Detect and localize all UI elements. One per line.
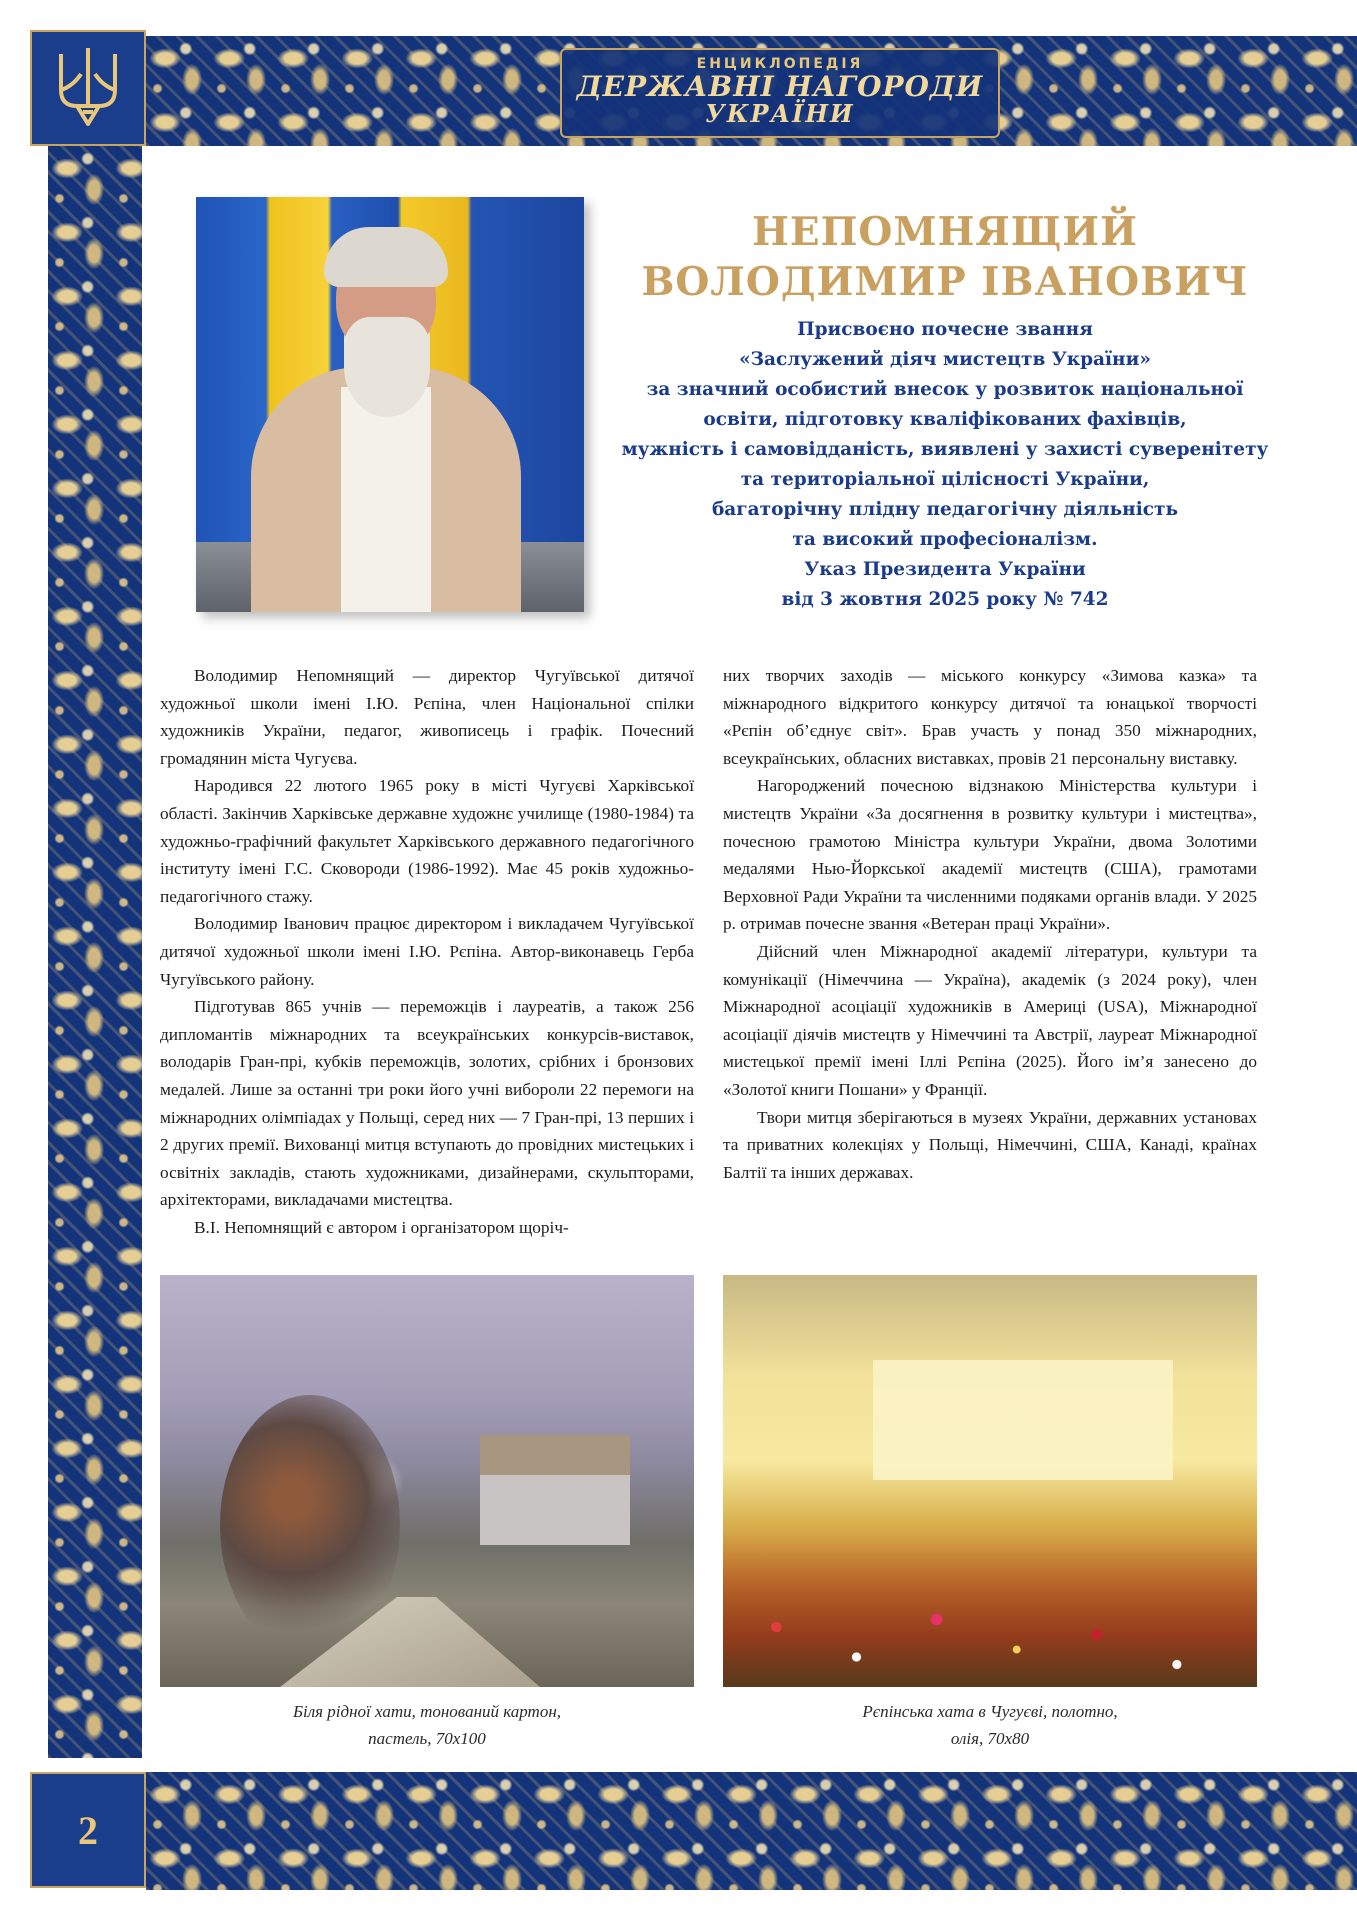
award-line: Присвоєно почесне звання <box>797 319 1093 340</box>
person-surname: НЕПОМНЯЩИЙ <box>752 209 1138 255</box>
caption-line: Рєпінська хата в Чугуєві, полотно, <box>862 1702 1118 1721</box>
painting-caption-2 <box>723 1698 1257 1752</box>
ornament-left-border <box>48 146 142 1758</box>
caption-line: пастель, 70х100 <box>368 1729 486 1748</box>
award-line: мужність і самовідданість, виявлені у захисті суверенітету <box>621 439 1269 460</box>
paragraph: Володимир Іванович працює директором і викладачем Чугуївської дитячої художньої школи імені І.Ю. Рєпіна. Автор-виконавець Герба Чугуївського району. <box>160 914 694 989</box>
ornament-bottom-border <box>146 1772 1357 1890</box>
paragraph: Підготував 865 учнів — переможців і лауреатів, а також 256 дипломантів міжнародних та всеукраїнських конкурсів-виставок, володарів Гран-прі, кубків переможців, золотих, срібних і бронзових медалей. Лише за останні три роки його учні вибороли 22 перемоги на міжнародних олімпіадах у Польщі, серед них — 7 Гран-прі, 13 перших і 2 других премії. Вихованці митця вступають до провідних мистецьких і освітніх закладів, стають художниками, дизайнерами, скульпторами, архітекторами, викладачами мистецтва. <box>160 997 694 1210</box>
caption-line: Біля рідної хати, тонований картон, <box>292 1702 562 1721</box>
paragraph: Твори митця зберігаються в музеях України, державних установах та приватних колекціях у Польщі, Німеччині, США, Канаді, країнах Балтії та інших державах. <box>723 1107 1257 1182</box>
paragraph: Нагороджений почесною відзнакою Міністерства культури і мистецтв України «За досягнення в розвитку культури і мистецтва», почесною грамотою Міністра культури України, двома Золотими медалями Нью-Йоркської академії мистецтв (США), грамотами Верховної Ради України та численними подяками органів влади. У 2025 р. отримав почесне звання «Ветеран праці України». <box>723 776 1257 934</box>
caption-line: олія, 70х80 <box>950 1729 1030 1748</box>
body-column-right <box>723 662 1257 1186</box>
award-line: та високий професіоналізм. <box>792 529 1098 550</box>
encyclopedia-banner <box>560 48 1000 138</box>
paragraph: Народився 22 лютого 1965 року в місті Чугуєві Харківської області. Закінчив Харківське державне художнє училище (1980-1984) та художньо-графічний факультет Харківського державного педагогічного інституту імені Г.С. Сковороди (1986-1992). Має 45 років художньо-педагогічного стажу. <box>160 776 694 906</box>
award-line: від 3 жовтня 2025 року № 742 <box>781 589 1109 610</box>
award-line: Указ Президента України <box>804 559 1086 580</box>
person-given-name: ВОЛОДИМИР ІВАНОВИЧ <box>641 259 1249 305</box>
tryzub-icon <box>53 44 123 132</box>
banner-series-small: ЕНЦИКЛОПЕДІЯ <box>696 56 864 72</box>
banner-title-line2: УКРАЇНИ <box>705 99 855 128</box>
painting-near-native-house <box>160 1275 694 1687</box>
paragraph: Дійсний член Міжнародної академії літератури, культури та комунікації (Німеччина — Україна), академік (з 2024 року), член Міжнародної асоціації художників в Америці (USA), Міжнародної асоціації діячів мистецтв у Німеччині та Австрії, лауреат Міжнародної мистецької премії імені Іллі Рєпіна (2025). Його ім’я занесено до «Золотої книги Пошани» у Франції. <box>723 941 1257 1099</box>
painting-repin-house <box>723 1275 1257 1687</box>
paragraph: них творчих заходів — міського конкурсу «Зимова казка» та міжнародного відкритого конкурсу дитячої та юнацької творчості «Рєпін об’єднує світ». Брав участь у понад 350 міжнародних, всеукраїнських, обласних виставках, провів 21 персональну виставку. <box>723 666 1257 768</box>
award-line: та територіальної цілісності України, <box>740 469 1150 490</box>
paragraph: Володимир Непомнящий — директор Чугуївської дитячої художньої школи імені І.Ю. Рєпіна, член Національної спілки художників України, педагог, живописець і графік. Почесний громадянин міста Чугуєва. <box>160 666 694 768</box>
page-number: 2 <box>78 1807 98 1853</box>
body-column-left <box>160 662 694 1241</box>
portrait-photo <box>196 197 584 612</box>
painting-caption-1 <box>160 1698 694 1752</box>
award-line: освіти, підготовку кваліфікованих фахівців, <box>703 409 1187 430</box>
banner-title-line1: ДЕРЖАВНІ НАГОРОДИ <box>576 70 984 103</box>
award-line: багаторічну плідну педагогічну діяльність <box>711 499 1179 520</box>
person-name <box>600 207 1290 307</box>
award-line: «Заслужений діяч мистецтв України» <box>739 349 1151 370</box>
award-line: за значний особистий внесок у розвиток національної <box>646 379 1244 400</box>
emblem-box <box>30 30 146 146</box>
page-number-box <box>30 1772 146 1888</box>
paragraph: В.І. Непомнящий є автором і організатором щоріч- <box>194 1217 569 1237</box>
award-statement <box>600 315 1290 615</box>
